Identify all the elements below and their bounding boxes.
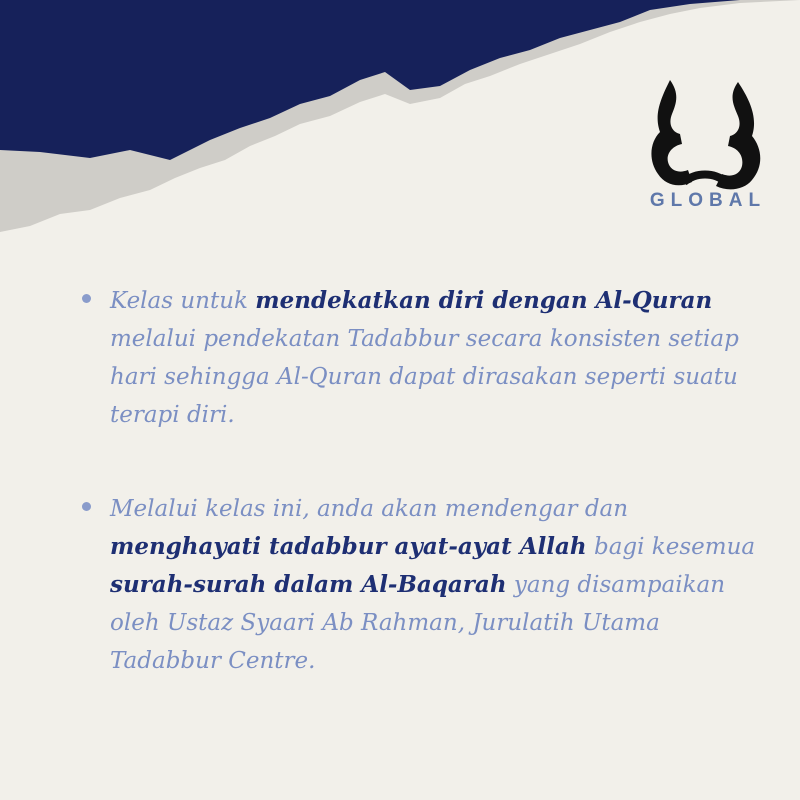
highlight-segment: surah-surah dalam Al-Baqarah xyxy=(110,571,507,598)
text-segment: Melalui kelas ini, anda akan mendengar dan xyxy=(110,496,629,522)
bullet-item xyxy=(80,282,770,434)
logo-wordmark: GLOBAL xyxy=(649,190,767,211)
text-segment: bagi kesemua xyxy=(586,534,756,560)
bullet-text xyxy=(110,282,770,434)
logo-right-stroke xyxy=(716,82,760,189)
highlight-segment: menghayati tadabbur ayat-ayat Allah xyxy=(110,533,587,560)
bullet-item xyxy=(80,490,770,680)
logo-left-stroke xyxy=(651,80,692,185)
bullet-dot xyxy=(82,294,91,303)
text-segment: Kelas untuk xyxy=(110,288,256,314)
highlight-segment: mendekatkan diri dengan Al-Quran xyxy=(255,287,713,314)
bullet-dot xyxy=(82,502,91,511)
text-segment: yang disampaikan oleh Ustaz Syaari Ab Rahman, Jurulatih Utama Tadabbur Centre. xyxy=(110,572,726,674)
text-segment: melalui pendekatan Tadabbur secara konsisten setiap hari sehingga Al-Quran dapat dirasakan seperti suatu terapi diri. xyxy=(110,326,739,428)
bullet-text xyxy=(110,490,770,680)
bullet-list xyxy=(80,282,770,736)
logo-center-curve xyxy=(684,175,726,183)
